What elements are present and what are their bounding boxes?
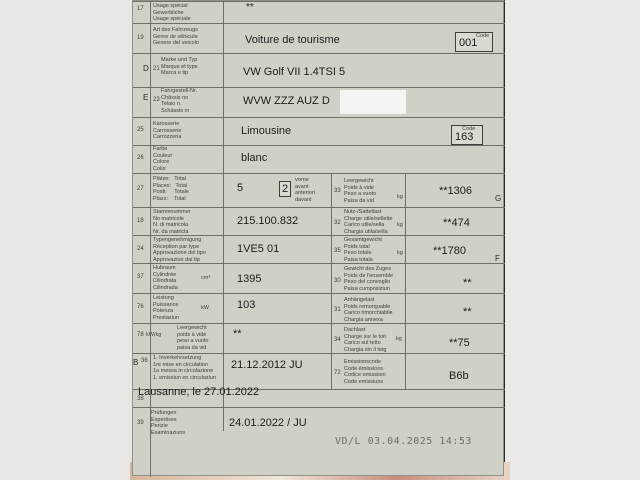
field-number: 35 <box>334 248 341 254</box>
side-letter-e: E <box>143 93 149 102</box>
seats-front-box <box>279 181 291 197</box>
field-number: 24 <box>137 246 144 252</box>
registration-document <box>132 0 504 476</box>
field-number: 72 <box>334 370 341 376</box>
field-label: Plätze: Total Places: Total Posti: Totale Plazs: Total <box>153 176 189 202</box>
side-letter-f: F <box>495 254 500 263</box>
field-label: Prüfungen Expertises Perizie Examinaziuns <box>151 410 186 436</box>
emission-code-value: B6b <box>449 370 469 382</box>
field-number: 36 <box>141 358 148 364</box>
field-label: Typengenehmigung Réception par type Approvazione del tipo Approvaziun dal tip <box>153 237 206 263</box>
unit-label: kW <box>201 305 209 311</box>
vehicle-type-code: 001 <box>459 37 478 49</box>
seats-total-value: 5 <box>237 182 244 194</box>
field-label: Stammnummer No matricole N. di matricola Nr. da matricla <box>153 209 191 235</box>
row-inspections <box>133 407 505 477</box>
field-number: 38 <box>137 396 144 402</box>
colour-value: blanc <box>241 152 268 164</box>
unit-label: cm³ <box>201 275 211 281</box>
field-number: 19 <box>137 35 144 41</box>
printed-stamp: VD/L 03.04.2025 14:53 <box>335 436 472 447</box>
field-number: 33 <box>334 188 341 194</box>
unit-label: kg <box>396 336 402 342</box>
side-letter-d: D <box>143 64 149 73</box>
vehicle-type-code-box <box>455 32 493 52</box>
row-seats <box>133 173 505 207</box>
empty-weight-value: **1306 <box>439 185 473 197</box>
code-label: Code <box>462 126 476 132</box>
first-registration-value: 21.12.2012 JU <box>231 359 303 371</box>
field-number: 30 <box>334 278 341 284</box>
field-number: 76 <box>137 304 144 310</box>
roof-load-value: **75 <box>449 337 470 349</box>
field-number: 31 <box>334 307 341 313</box>
total-weight-value: **1780 <box>433 245 467 257</box>
vehicle-type-value: Voiture de tourisme <box>245 34 340 46</box>
field-label: Nutz-/Sattellast Charge utile/sellette Carico utile/sella Chargia utila/sella <box>344 209 393 235</box>
train-weight-value: ** <box>463 277 472 289</box>
side-letter-g: G <box>495 194 502 203</box>
field-label: Leistung Puissance Potenza Prestaziun <box>153 295 179 321</box>
row-matriculation <box>133 207 505 235</box>
chassis-value: WVW ZZZ AUZ D <box>243 95 330 107</box>
field-number: 26 <box>137 155 144 161</box>
background-right <box>505 0 640 480</box>
displacement-value: 1395 <box>237 273 262 285</box>
field-label: Farbe Couleur Colore Colur <box>153 146 173 172</box>
field-label: Fahrgestell-Nr. Châssis no Telaio n. Schässis nr <box>161 88 198 114</box>
trailer-load-value: ** <box>463 306 472 318</box>
field-label: Gewicht des Zuges Poids de l'ensemble Peso del convoglio Paisa cumposiziun <box>344 266 394 292</box>
seats-front-value: 2 <box>282 183 289 195</box>
seats-front-label: vorne avant anteriori davant <box>295 177 315 203</box>
row-colour <box>133 145 505 173</box>
code-label: Code <box>476 33 490 39</box>
field-label: Karosserie Carrosserie Carrozzeria <box>153 121 182 140</box>
unit-label: kg <box>397 194 403 200</box>
power-weight-value: ** <box>233 328 242 340</box>
row-make-model <box>133 53 505 87</box>
place-date-value: Lausanne, le 27.01.2022 <box>138 386 260 398</box>
field-number: 34 <box>334 337 341 343</box>
row-power <box>133 293 505 323</box>
field-number: 17 <box>137 6 144 12</box>
row-place-date <box>133 386 505 407</box>
payload-value: **474 <box>443 217 470 229</box>
row-power-weight <box>133 323 505 353</box>
unit-label: kg <box>397 222 403 228</box>
row-type-approval <box>133 235 505 263</box>
field-label: Marke und Typ Marque et type Marca e tip <box>161 57 198 76</box>
body-code-box <box>451 125 483 145</box>
field-number: 27 <box>137 186 144 192</box>
row-vehicle-type <box>133 23 505 53</box>
field-number: 78 <box>137 332 144 338</box>
field-number: 32 <box>334 220 341 226</box>
field-label: Hubraum Cylindrée Cilindrata Cilindrada <box>153 265 178 291</box>
usage-value: ** <box>246 2 254 13</box>
row-body <box>133 117 505 145</box>
field-number: 21 <box>153 66 160 72</box>
row-usage <box>133 1 505 23</box>
type-approval-value: 1VE5 01 <box>237 243 280 255</box>
unit-label: kg <box>397 250 403 256</box>
field-number: 37 <box>137 274 144 280</box>
field-label: Anhängelast Poids remorquable Carico rimorchiabile Chargia annexa <box>344 297 393 323</box>
field-label: Usage spécial Gewerbliche Usage spéciale <box>153 3 191 22</box>
inspection-value: 24.01.2022 / JU <box>229 417 307 429</box>
field-number: 25 <box>137 127 144 133</box>
power-value: 103 <box>237 299 256 311</box>
matriculation-value: 215.100.832 <box>237 215 299 227</box>
field-label: Leergewicht Poids à vide Peso a vuoto Paisa da vid <box>344 178 377 204</box>
redaction-block <box>340 90 406 114</box>
side-letter-b: B <box>133 358 139 367</box>
field-number: 23 <box>153 97 160 103</box>
field-number: 18 <box>137 218 144 224</box>
field-label: Leergewicht poids à vide peso a vuoto paisa da vid <box>177 325 209 351</box>
body-value: Limousine <box>241 125 292 137</box>
make-model-value: VW Golf VII 1.4TSI 5 <box>243 66 346 78</box>
field-label: Emissionscode Code émissions Codice emissioni Code emissiuns <box>344 359 386 385</box>
field-label: Dachlast Charge sur le toit Carico sul tetto Chargia sin il tetg <box>344 327 387 353</box>
row-chassis <box>133 87 505 117</box>
row-displacement <box>133 263 505 293</box>
field-number: 39 <box>137 420 144 426</box>
field-label: Gesamtgewicht Poids total Peso totale Paisa totala <box>344 237 382 263</box>
body-code: 163 <box>455 131 474 143</box>
unit-label: kW/kg <box>146 332 162 338</box>
background-left <box>0 0 133 480</box>
field-label: 1. Inverkehrsetzung 1re mise en circulation 1a messa in circolazione 1. emissiun en circulaziun <box>153 355 216 381</box>
field-label: Art des Fahrzeugs Genre de véhicule Genere del veicolo <box>153 27 199 46</box>
row-first-registration <box>133 353 505 389</box>
